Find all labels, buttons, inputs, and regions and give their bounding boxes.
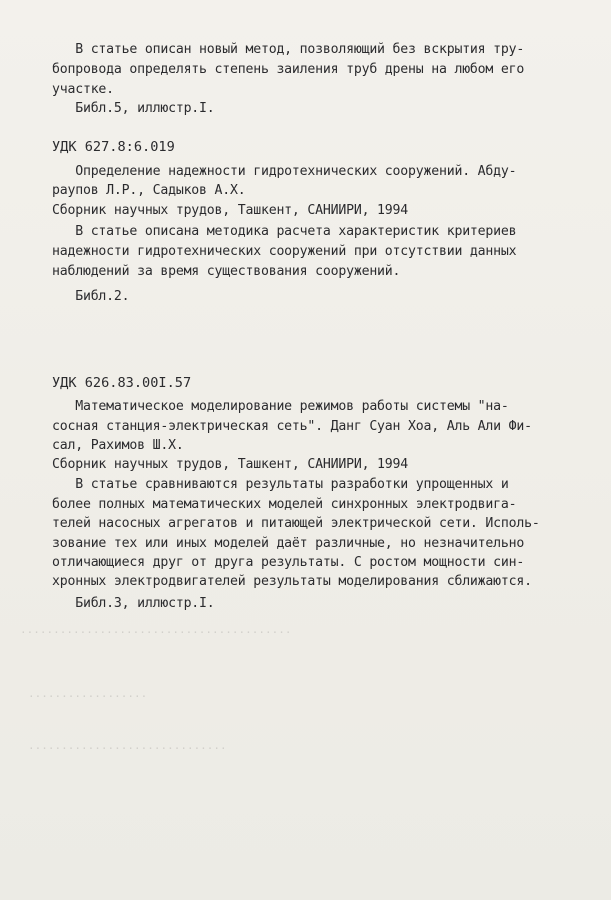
body-line: телей насосных агрегатов и питающей электрической сети. Исполь- <box>52 516 540 531</box>
body-line: более полных математических моделей синхронных электродвига- <box>52 497 517 512</box>
body-line: бопровода определять степень заиления труб дрены на любом его <box>52 62 525 77</box>
body-line: отличающиеся друг от друга результаты. С ростом мощности син- <box>52 555 525 570</box>
udk-code: УДК 626.83.00I.57 <box>52 375 192 391</box>
body-line: зование тех или иных моделей даёт различные, но незначительно <box>52 536 525 551</box>
body-line: хронных электродвигателей результаты моделирования сближаются. <box>52 574 532 589</box>
body-line: В статье описан новый метод, позволяющий без вскрытия тру- <box>52 42 525 57</box>
bibliography-line: Библ.2. <box>52 289 130 304</box>
bleed-through-dots: ......................................... <box>20 623 292 636</box>
title-line: Определение надежности гидротехнических сооружений. Абду- <box>52 164 517 179</box>
authors-line: раупов Л.Р., Садыков А.Х. <box>52 183 246 198</box>
title-line: Математическое моделирование режимов работы системы "на- <box>52 399 509 414</box>
body-line: надежности гидротехнических сооружений при отсутствии данных <box>52 244 517 259</box>
title-line: сосная станция-электрическая сеть". Данг Суан Хоа, Аль Али Фи- <box>52 419 532 434</box>
body-line: участке. <box>52 82 114 97</box>
udk-code: УДК 627.8:6.019 <box>52 139 175 155</box>
body-line: В статье описана методика расчета характеристик критериев <box>52 224 517 239</box>
source-line: Сборник научных трудов, Ташкент, САНИИРИ, 1994 <box>52 457 409 472</box>
source-line: Сборник научных трудов, Ташкент, САНИИРИ, 1994 <box>52 203 409 218</box>
bibliography-line: Библ.5, иллюстр.I. <box>52 101 215 116</box>
body-line: В статье сравниваются результаты разработки упрощенных и <box>52 477 509 492</box>
body-line: наблюдений за время существования сооружений. <box>52 264 401 279</box>
bleed-through-dots: .................. <box>28 687 148 700</box>
bleed-through-dots: .............................. <box>28 739 227 752</box>
bibliography-line: Библ.3, иллюстр.I. <box>52 596 215 611</box>
authors-line: сал, Рахимов Ш.Х. <box>52 438 184 453</box>
